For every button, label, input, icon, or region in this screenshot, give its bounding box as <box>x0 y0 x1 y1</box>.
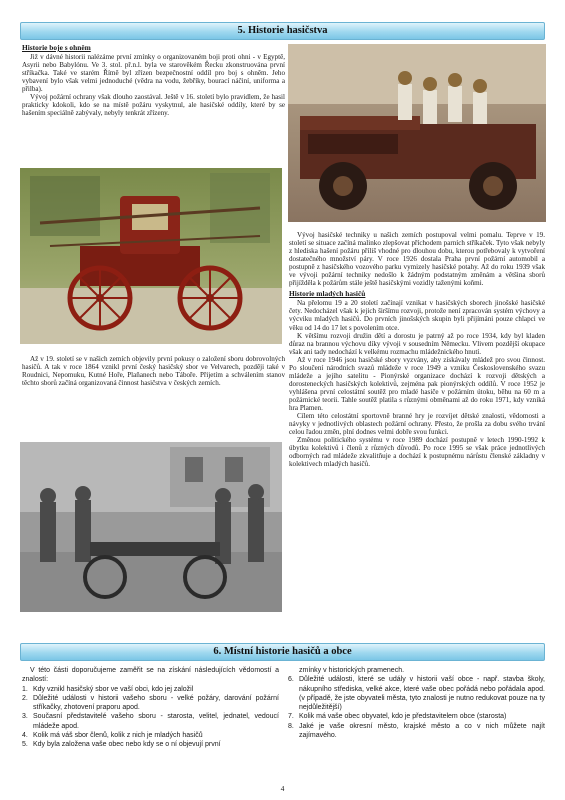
list-item: 2. Důležité události v historii vašeho sboru - velké požáry, darování požární stříkačky, zhotovení praporu apod. <box>22 694 279 712</box>
hand-pump-photo <box>20 168 282 344</box>
paragraph: Až v 19. století se v našich zemích objevily první pokusy o založení sboru dobrovolných hasičů. A tak v roce 1864 vznikl první český hasičský sbor ve Velvarech, později také v Roudnici, Nepomuku, Kutné Hoře, Plaňanech nebo Táboře. Přijetím a schválením stanov těchto sborů začíná organizovaná činnost hasičstva v českých zemích. <box>22 355 285 388</box>
right-column <box>289 231 545 468</box>
paragraph: Vývoj požární ochrany však dlouho zaostával. Ještě v 16. století bylo pravidlem, že hasil prakticky kdokoli, kdo se na místě požáru vyskytnul, ale hasičské oddíly, které by se hašením speciálně zabývaly, nebyly tenkrát zřízeny. <box>22 93 285 118</box>
paragraph: Již v dávné historii nalézáme první zmínky o organizovaném boji proti ohni - v Egyptě, Asyrii nebo Babylónu. Ve 3. stol. př.n.l. byla ve starověkém Řecku zkonstruována první stříkačka. Také ve starém Římě byl zřízen bezpečnostní oddíl pro boj s ohněm. Jeho vybavení bylo však velmi jednoduché (vědra na vodu, žebříky, bourací náčiní, uniforma a přilba). <box>22 53 285 94</box>
section-5-title: 5. Historie hasičstva <box>20 22 545 40</box>
left-column-lower <box>22 355 285 387</box>
heading-historie-boje: Historie boje s ohněm <box>22 43 91 52</box>
paragraph: K většímu rozvoji družin dětí a dorostu je patrný až po roce 1934, kdy byl kladen důraz na brannou výchovu díky vývoji v sousedním Německu. Vlivem pozdější okupace však ani tady nedochází k velkému rozmachu mládežnického hnutí. <box>289 331 545 356</box>
list-item: 6. Důležité události, které se udály v historii vaší obce - např. stavba školy, nákupního střediska, velké akce, které vaše obec pořádá nebo pořádala apod. (v případě, že jste obyvateli města, tyto znalosti je nutno redukovat pouze na ty nejdůležitější) <box>288 676 545 712</box>
list-item: 4. Kolik má váš sbor členů, kolik z nich je mladých hasičů <box>22 732 203 740</box>
list-item: 7. Kolik má vaše obec obyvatel, kdo je představitelem obce (starosta) <box>288 713 507 721</box>
list-item: 8. Jaké je vaše okresní město, krajské město a co v nich můžete najít zajímavého. <box>288 722 545 740</box>
heading-mladych-hasicu: Historie mladých hasičů <box>289 289 366 299</box>
list-item: 3. Současní představitelé vašeho sboru - starosta, velitel, jednatel, vedoucí mládeže apod. <box>22 713 279 730</box>
paragraph: Vývoj hasičské techniky u našich zemích postupoval velmi pomalu. Teprve v 19. století se situace začíná malinko zlepšovat příchodem parních stříkaček. Tyto však nebyly z hlediska hašení požáru příliš vhodné pro dlouhou dobu, kterou potřebovaly k vytvoření dostatečného množství páry. V roce 1926 dostala Praha první požární automobil a postupně z hasičského vozového parku vymizely hasičské potahy. Až do roku 1939 však ve vývoji požární techniky nedošlo k žádným podstatným změnám a většina sborů přijížděla k požárům stále ještě hasičskými vozidly taženými koňmi. <box>289 231 545 288</box>
continuation-text: zmínky v historických pramenech. <box>299 667 405 674</box>
knowledge-list-left <box>22 685 279 750</box>
section-6-title: 6. Místní historie hasičů a obce <box>20 643 545 661</box>
list-item: 5. Kdy byla založena vaše obec nebo kdy se o ní objevují první <box>22 741 221 749</box>
paragraph: Změnou politického systému v roce 1989 dochází postupně v letech 1990-1992 k úbytku kolektivů i členů z různých důvodů. Po roce 1995 se však práce jednotlivých odborných rad mládeže zkvalitňuje a dochází k postupnému nárůstu členské základny v kolektivech mladých hasičů. <box>289 436 545 469</box>
section-6-right <box>288 666 545 740</box>
section-6-intro: V této části doporučujeme zaměřit se na získání následujících vědomostí a znalostí: <box>22 667 279 684</box>
knowledge-list-right <box>288 675 545 740</box>
firemen-photo <box>20 442 282 612</box>
paragraph: Až v roce 1946 jsou hasičské sbory vyzvány, aby získávaly mládež pro svou činnost. Po sloučení národních svazů mládeže v roce 1949 a vzniku Československého svazu mládeže a jejího satelitu - Pionýrské organizace dochází k rozvoji dětských a dorosteneckých hasičských kolektivů, zejména pak pionýrských oddílů. V roce 1952 je vyhlášena první celostátní soutěž pro mladé hasiče v požárním útoku, běhu na 60 m a požárnické teorii. Tahle soutěž platila s různými obměnami až do roku 1971, kdy vzniká hra Plamen. <box>289 355 545 412</box>
paragraph: Na přelomu 19 a 20 století začínají vznikat v hasičských sborech jinošské hasičské čety. Nedocházel však k jejich širšímu rozvoji, protože není zpracován systém výchovy a výcviku mladých hasičů. Do prvních jinošských skupin byli přijímáni pouze chlapci ve věku od 14 do 17 let s povolením otce. <box>289 299 545 332</box>
fire-truck-photo <box>288 44 546 222</box>
page-number: 4 <box>280 784 285 793</box>
paragraph: Cílem této celostátní sportovně branné hry je rozvíjet dětské znalosti, vědomosti a návyky v jednotlivých oblastech požární ochrany. Přesto, že prošla za dobu svého trvání celou řadou změn, plní dodnes velmi dobře svou funkci. <box>289 412 545 437</box>
section-6-left <box>22 666 279 750</box>
left-column-top <box>22 44 285 117</box>
list-item: 1. Kdy vznikl hasičský sbor ve vaší obci, kdo jej založil <box>22 685 194 693</box>
